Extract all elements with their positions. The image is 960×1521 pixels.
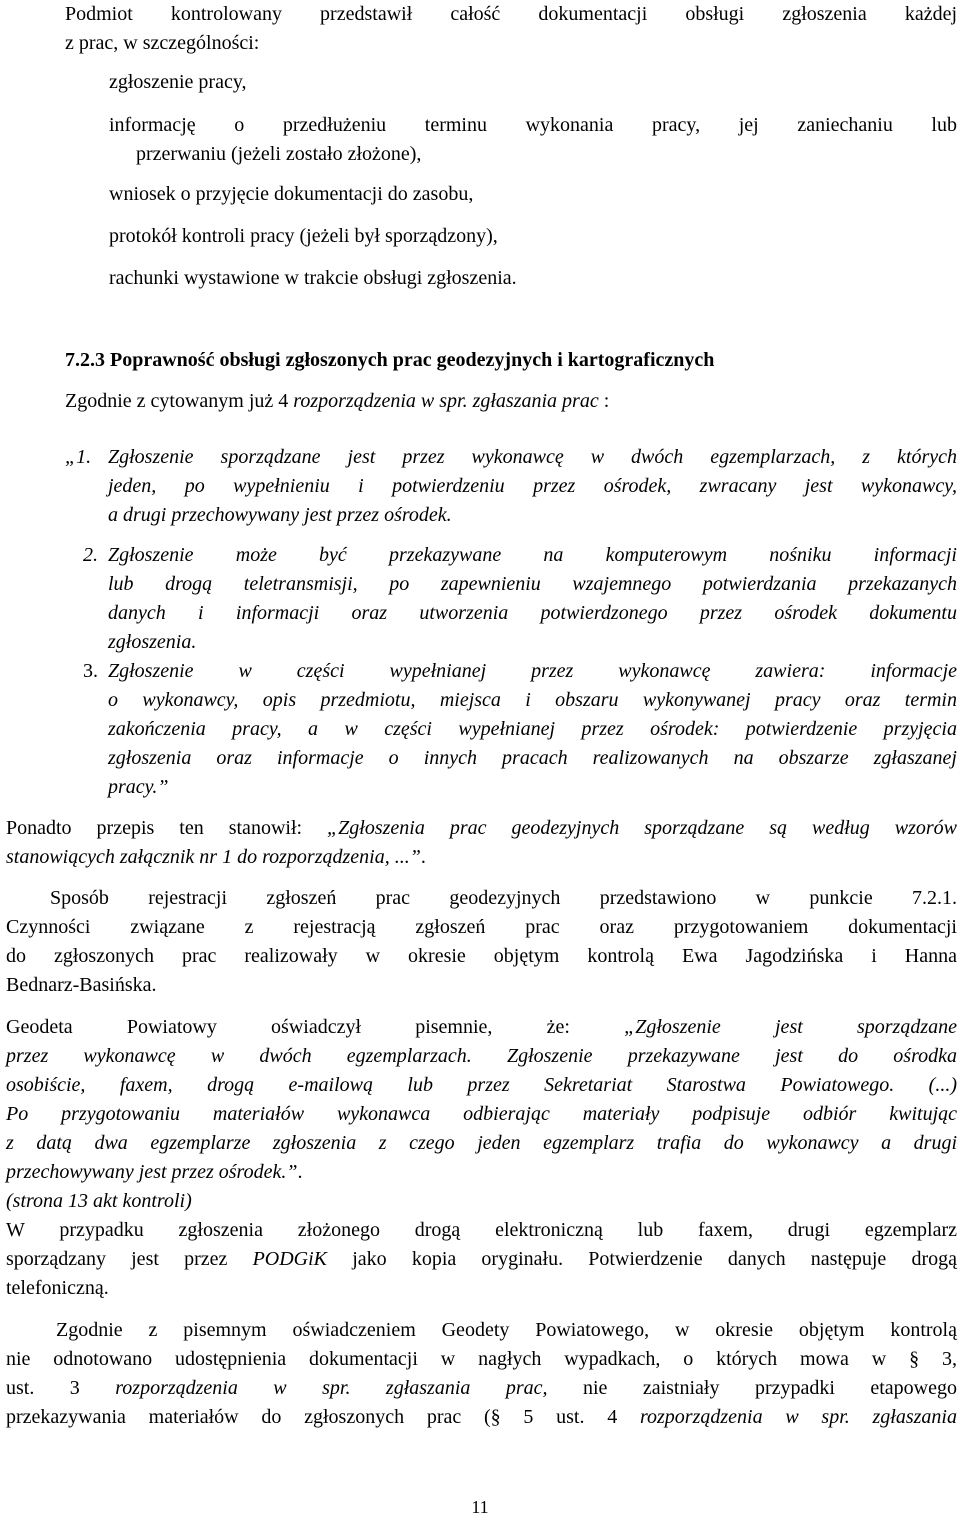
quote-intro-end: : bbox=[598, 390, 610, 412]
final-text: ust. 3 bbox=[6, 1377, 116, 1399]
ponadto-line-1 bbox=[6, 814, 957, 843]
point-line: o wykonawcy, opis przedmiotu, miejsca i obszaru wykonywanej pracy oraz termin bbox=[108, 689, 957, 711]
geodeta-line-1 bbox=[6, 1013, 957, 1042]
quote-intro-number: 4 bbox=[278, 390, 289, 412]
point-line: Zgłoszenie może być przekazywane na komputerowym nośniku informacji bbox=[108, 544, 957, 566]
point-line: lub drogą teletransmisji, po zapewnieniu wzajemnego potwierdzania przekazanych bbox=[108, 573, 957, 595]
point-label: 2. bbox=[83, 544, 98, 566]
point-line: jeden, po wypełnieniu i potwierdzeniu przez ośrodek, zwracany jest wykonawcy, bbox=[108, 475, 957, 497]
point-line: zakończenia pracy, a w części wypełnianej przez ośrodek: potwierdzenie przyjęcia bbox=[108, 718, 957, 740]
final-line bbox=[6, 1374, 957, 1403]
list-item: rachunki wystawione w trakcie obsługi zgłoszenia. bbox=[109, 267, 517, 289]
point-line: a drugi przechowywany jest przez ośrodek. bbox=[108, 504, 452, 526]
list-item: informację o przedłużeniu terminu wykonania pracy, jej zaniechaniu lub bbox=[109, 114, 957, 136]
list-item-continuation: przerwaniu (jeżeli zostało złożone), bbox=[136, 143, 422, 165]
geodeta-quote-line: osobiście, faxem, drogą e-mailową lub przez Sekretariat Starostwa Powiatowego. (...) bbox=[6, 1074, 957, 1096]
page-number: 11 bbox=[471, 1497, 489, 1517]
section-title: Poprawność obsługi zgłoszonych prac geodezyjnych i kartograficznych bbox=[110, 349, 715, 371]
quote-intro-italic: rozporządzenia w spr. zgłaszania prac bbox=[293, 390, 599, 412]
geodeta-quote-start: „Zgłoszenie jest sporządzane bbox=[624, 1016, 957, 1038]
intro-line-2: z prac, w szczególności: bbox=[65, 32, 260, 54]
geodeta-quote-line: z datą dwa egzemplarze zgłoszenia z czego jeden egzemplarz trafia do wykonawcy a drugi bbox=[6, 1132, 957, 1154]
point-line: zgłoszenia oraz informacje o innych pracach realizowanych na obszarze zgłaszanej bbox=[108, 747, 957, 769]
point-label: „1. bbox=[65, 446, 92, 468]
final-text: przekazywania materiałów do zgłoszonych prac (§ 5 ust. 4 bbox=[6, 1406, 640, 1428]
point-line: pracy.” bbox=[108, 776, 169, 798]
section-heading bbox=[65, 346, 957, 375]
final-line: nie odnotowano udostępnienia dokumentacji w nagłych wypadkach, o których mowa w § 3, bbox=[6, 1348, 957, 1370]
intro-line-1: Podmiot kontrolowany przedstawił całość dokumentacji obsługi zgłoszenia każdej bbox=[65, 3, 957, 25]
final-italic: rozporządzenia w spr. zgłaszania bbox=[639, 1406, 957, 1428]
final-italic: rozporządzenia w spr. zgłaszania prac, bbox=[115, 1377, 548, 1399]
geodeta-quote-line: Po przygotowaniu materiałów wykonawca odbierając materiały podpisuje odbiór kwitując bbox=[6, 1103, 957, 1125]
rejestracja-line: Bednarz-Basińska. bbox=[6, 974, 157, 996]
geodeta-plain-line bbox=[6, 1245, 957, 1274]
point-line: zgłoszenia. bbox=[108, 631, 197, 653]
geodeta-text: jako kopia oryginału. Potwierdzenie danych następuje drogą bbox=[352, 1248, 958, 1270]
geodeta-period: . bbox=[297, 1161, 303, 1183]
point-line: danych i informacji oraz utworzenia potwierdzonego przez ośrodek dokumentu bbox=[108, 602, 957, 624]
ponadto-quote: „Zgłoszenia prac geodezyjnych sporządzane są według wzorów bbox=[327, 817, 957, 839]
list-item: protokół kontroli pracy (jeżeli był sporządzony), bbox=[109, 225, 498, 247]
podgik-name: PODGiK bbox=[252, 1248, 328, 1270]
ponadto-quote-end: stanowiących załącznik nr 1 do rozporządzenia, ...” bbox=[6, 846, 421, 868]
geodeta-text: Geodeta Powiatowy oświadczył pisemnie, że: bbox=[6, 1016, 625, 1038]
point-label: 3. bbox=[83, 660, 98, 682]
rejestracja-line: Czynności związane z rejestracją zgłoszeń prac oraz przygotowaniem dokumentacji bbox=[6, 916, 957, 938]
final-line: Zgodnie z pisemnym oświadczeniem Geodety Powiatowego, w okresie objętym kontrolą bbox=[56, 1319, 957, 1341]
geodeta-text: sporządzany jest przez bbox=[6, 1248, 253, 1270]
quote-intro-text: Zgodnie z cytowanym już bbox=[65, 390, 279, 412]
geodeta-quote-last: przechowywany jest przez ośrodek.” bbox=[6, 1161, 298, 1183]
point-line: Zgłoszenie sporządzane jest przez wykonawcę w dwóch egzemplarzach, z których bbox=[108, 446, 957, 468]
quote-intro bbox=[65, 387, 957, 416]
geodeta-quote-line: przez wykonawcę w dwóch egzemplarzach. Zgłoszenie przekazywane jest do ośrodka bbox=[6, 1045, 957, 1067]
ponadto-line-2 bbox=[6, 843, 957, 872]
final-text: nie zaistniały przypadki etapowego bbox=[547, 1377, 957, 1399]
point-line: Zgłoszenie w części wypełnianej przez wykonawcę zawiera: informacje bbox=[108, 660, 957, 682]
list-item: zgłoszenie pracy, bbox=[109, 71, 247, 93]
rejestracja-line: Sposób rejestracji zgłoszeń prac geodezyjnych przedstawiono w punkcie 7.2.1. bbox=[50, 887, 957, 909]
geodeta-source: (strona 13 akt kontroli) bbox=[6, 1190, 192, 1212]
ponadto-text: Ponadto przepis ten stanowił: bbox=[6, 817, 328, 839]
geodeta-quote-end bbox=[6, 1158, 957, 1187]
ponadto-period: . bbox=[420, 846, 426, 868]
final-line bbox=[6, 1403, 957, 1432]
list-item: wniosek o przyjęcie dokumentacji do zasobu, bbox=[109, 183, 474, 205]
section-number: 7.2.3 bbox=[65, 349, 105, 371]
geodeta-plain-line: W przypadku zgłoszenia złożonego drogą elektroniczną lub faxem, drugi egzemplarz bbox=[6, 1219, 957, 1241]
rejestracja-line: do zgłoszonych prac realizowały w okresie objętym kontrolą Ewa Jagodzińska i Hanna bbox=[6, 945, 957, 967]
geodeta-plain-line: telefoniczną. bbox=[6, 1277, 109, 1299]
